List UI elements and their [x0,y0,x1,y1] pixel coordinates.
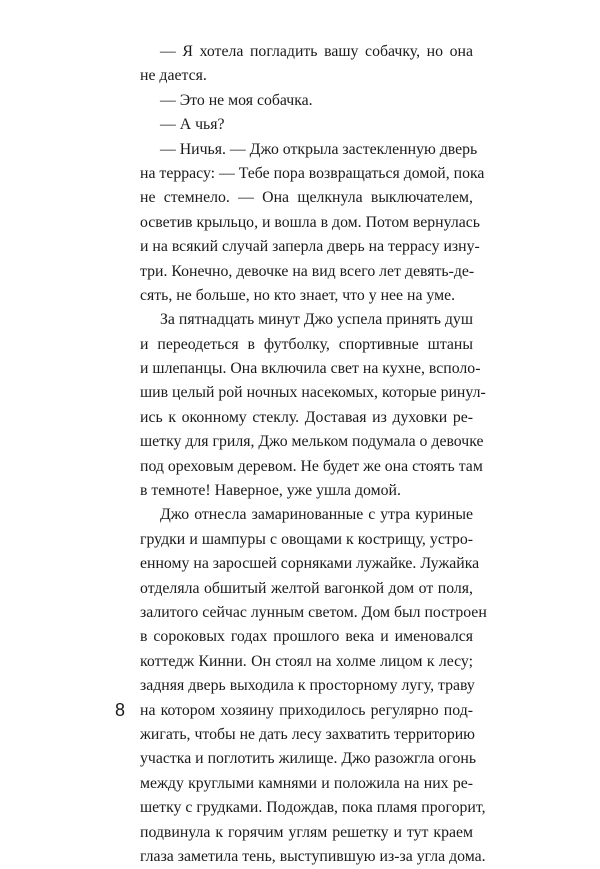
text-line: жигать, чтобы не дать лесу захватить территорию [140,725,475,743]
text-line: залитого сейчас лунным светом. Дом был построен [140,603,487,621]
text-line: сять, не больше, но кто знает, что у нее на уме. [140,286,456,304]
text-line: задняя дверь выходила к просторному лугу, траву [140,677,475,695]
text-line: шив целый рой ночных насекомых, которые ринул- [140,384,486,402]
text-line: — Ничья. — Джо открыла застекленную дверь [160,140,478,158]
text-line: между круглыми камнями и положила на них ре- [140,774,473,792]
text-line: коттедж Кинни. Он стоял на холме лицом к лесу; [140,652,473,670]
text-line: шетку для гриля, Джо мельком подумала о девочке [140,433,484,451]
text-line: на террасу: — Тебе пора возвращаться домой, пока [140,164,485,182]
text-line: и на всякий случай заперла дверь на террасу изну- [140,238,480,256]
text-line: осветив крыльцо, и вошла в дом. Потом вернулась [140,213,480,231]
text-line: глаза заметила тень, выступившую из-за угла дома. [140,847,486,865]
text-line: енному на заросшей сорняками лужайке. Лужайка [140,555,480,573]
text-line: подвинула к горячим углям решетку и тут краем [140,823,473,841]
text-line: Джо отнесла замаринованные с утра куриные [160,506,473,524]
text-line: в темноте! Наверное, уже ушла домой. [140,482,401,500]
text-line: За пятнадцать минут Джо успела принять душ [160,311,473,329]
text-line: отделяла обшитый желтой вагонкой дом от поля, [140,579,473,597]
text-line: и шлепанцы. Она включила свет на кухне, всполо- [140,360,481,378]
text-line: — Это не моя собачка. [160,91,313,109]
text-line: — Я хотела погладить вашу собачку, но она [160,43,473,60]
text-line: в сороковых годах прошлого века и именовался [140,628,473,646]
body-text [140,40,487,869]
text-line: участка и поглотить жилище. Джо разожгла огонь [140,750,477,768]
text-line: ись к оконному стеклу. Доставая из духовки ре- [140,408,473,426]
text-line: и переодеться в футболку, спортивные штаны [140,335,473,353]
text-line: на котором хозяину приходилось регулярно под- [140,701,473,719]
text-line: — А чья? [160,116,225,134]
text-line: шетку с грудками. Подождав, пока пламя прогорит, [140,799,486,817]
text-line: под ореховым деревом. Не будет же она стоять там [140,457,483,475]
text-line: не стемнело. — Она щелкнула выключателем, [140,189,473,207]
text-line: не дается. [140,67,207,85]
text-line: три. Конечно, девочке на вид всего лет девять-де- [140,262,475,280]
text-line: грудки и шампуры с овощами к кострищу, устро- [140,530,473,548]
page-number: 8 [115,700,126,720]
